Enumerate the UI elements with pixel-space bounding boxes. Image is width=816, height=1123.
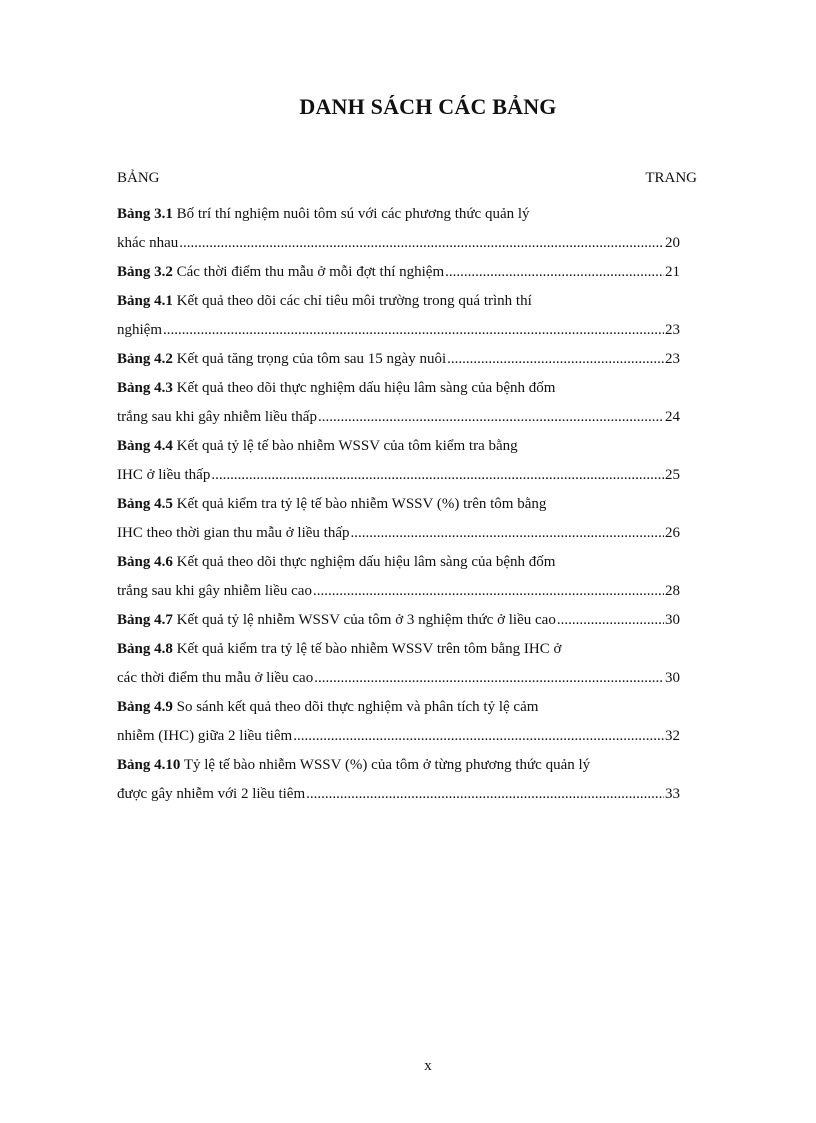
table-list-item[interactable] [117, 432, 680, 490]
table-caption-text: khác nhau [117, 235, 179, 251]
table-caption-text: Các thời điểm thu mẫu ở mỗi đợt thí nghiệm [176, 264, 445, 280]
table-list-item[interactable] [117, 490, 680, 548]
table-list-item[interactable] [117, 374, 680, 432]
table-number: Bảng 4.10 [117, 757, 181, 773]
dot-leader [293, 722, 664, 751]
dot-leader [163, 316, 664, 345]
table-caption-line [117, 287, 680, 316]
page-ref: 33 [665, 786, 680, 802]
page-ref: 26 [665, 525, 680, 541]
column-header-table: BẢNG [117, 170, 160, 186]
table-caption-text: Kết quả tỷ lệ tế bào nhiễm WSSV của tôm kiểm tra bằng [176, 438, 518, 454]
table-caption-last-line [117, 664, 680, 693]
table-number: Bảng 4.7 [117, 612, 173, 628]
table-number: Bảng 4.6 [117, 554, 173, 570]
table-list-item[interactable] [117, 200, 680, 258]
table-caption-last-line [117, 722, 680, 751]
table-list-item[interactable] [117, 693, 680, 751]
dot-leader [445, 258, 664, 287]
column-headers [117, 170, 697, 192]
dot-leader [313, 577, 664, 606]
table-number: Bảng 4.1 [117, 293, 173, 309]
dot-leader [306, 780, 664, 809]
dot-leader [557, 606, 664, 635]
page-ref: 24 [665, 409, 680, 425]
table-caption-text: trắng sau khi gây nhiễm liều cao [117, 583, 312, 599]
page-ref: 23 [665, 351, 680, 367]
table-list-item[interactable] [117, 548, 680, 606]
table-number: Bảng 3.1 [117, 206, 173, 222]
table-caption-line [117, 374, 680, 403]
table-caption-last-line [117, 577, 680, 606]
table-list-item[interactable] [117, 345, 680, 374]
table-caption-text: Kết quả theo dõi thực nghiệm dấu hiệu lâm sàng của bệnh đốm [176, 380, 556, 396]
table-caption-text: Tỷ lệ tế bào nhiễm WSSV (%) của tôm ở từng phương thức quản lý [183, 757, 591, 773]
page-ref: 30 [665, 612, 680, 628]
dot-leader [211, 461, 664, 490]
table-caption-text: IHC theo thời gian thu mẫu ở liều thấp [117, 525, 350, 541]
page-ref: 21 [665, 264, 680, 280]
table-caption-text: Kết quả tăng trọng của tôm sau 15 ngày nuôi [176, 351, 447, 367]
table-caption-text: các thời điểm thu mẫu ở liều cao [117, 670, 314, 686]
table-caption-line [117, 432, 680, 461]
dot-leader [318, 403, 664, 432]
table-caption-line [117, 548, 680, 577]
table-number: Bảng 4.9 [117, 699, 173, 715]
page-ref: 30 [665, 670, 680, 686]
table-number: Bảng 4.2 [117, 351, 173, 367]
table-number: Bảng 4.8 [117, 641, 173, 657]
table-caption-line [117, 490, 680, 519]
table-list-item[interactable] [117, 287, 680, 345]
table-caption-text: Bố trí thí nghiệm nuôi tôm sú với các phương thức quản lý [176, 206, 530, 222]
table-caption-last-line [117, 519, 680, 548]
page-title: DANH SÁCH CÁC BẢNG [299, 94, 557, 119]
table-caption-text: So sánh kết quả theo dõi thực nghiệm và phân tích tỷ lệ cảm [176, 699, 539, 715]
table-caption-last-line [117, 461, 680, 490]
table-caption-text: Kết quả theo dõi thực nghiệm dấu hiệu lâm sàng của bệnh đốm [176, 554, 556, 570]
table-caption-last-line [117, 316, 680, 345]
table-caption-text: IHC ở liều thấp [117, 467, 211, 483]
table-list-item[interactable] [117, 635, 680, 693]
page-ref: 23 [665, 322, 680, 338]
table-caption-text: trắng sau khi gây nhiễm liều thấp [117, 409, 317, 425]
table-list-item[interactable] [117, 258, 680, 287]
table-number: Bảng 4.4 [117, 438, 173, 454]
page-ref: 25 [665, 467, 680, 483]
table-caption-line [117, 635, 680, 664]
table-list-item[interactable] [117, 606, 680, 635]
table-caption-last-line [117, 780, 680, 809]
page-ref: 28 [665, 583, 680, 599]
dot-leader [447, 345, 664, 374]
table-caption-line [117, 200, 680, 229]
table-caption-last-line [117, 403, 680, 432]
table-caption-line [117, 693, 680, 722]
page-ref: 20 [665, 235, 680, 251]
table-number: Bảng 4.3 [117, 380, 173, 396]
table-caption-text: Kết quả kiểm tra tỷ lệ tế bào nhiễm WSSV trên tôm bằng IHC ở [176, 641, 562, 657]
page-number: x [424, 1058, 432, 1074]
dot-leader [179, 229, 664, 258]
table-caption-text: Kết quả theo dõi các chỉ tiêu môi trường trong quá trình thí [176, 293, 532, 309]
table-caption-text: Kết quả kiểm tra tỷ lệ tế bào nhiễm WSSV (%) trên tôm bằng [176, 496, 547, 512]
table-caption-line [117, 751, 680, 780]
table-list-item[interactable] [117, 751, 680, 809]
page-ref: 32 [665, 728, 680, 744]
column-header-page: TRANG [645, 170, 697, 186]
table-caption-last-line [117, 229, 680, 258]
table-caption-text: Kết quả tỷ lệ nhiễm WSSV của tôm ở 3 nghiệm thức ở liều cao [176, 612, 556, 628]
table-caption-text: nghiệm [117, 322, 162, 338]
table-number: Bảng 4.5 [117, 496, 173, 512]
table-caption-text: được gây nhiễm với 2 liều tiêm [117, 786, 306, 802]
dot-leader [314, 664, 664, 693]
table-number: Bảng 3.2 [117, 264, 173, 280]
table-list [117, 200, 680, 809]
table-caption-last-line [117, 345, 680, 374]
table-caption-text: nhiễm (IHC) giữa 2 liều tiêm [117, 728, 293, 744]
table-caption-last-line [117, 258, 680, 287]
dot-leader [351, 519, 665, 548]
table-caption-last-line [117, 606, 680, 635]
